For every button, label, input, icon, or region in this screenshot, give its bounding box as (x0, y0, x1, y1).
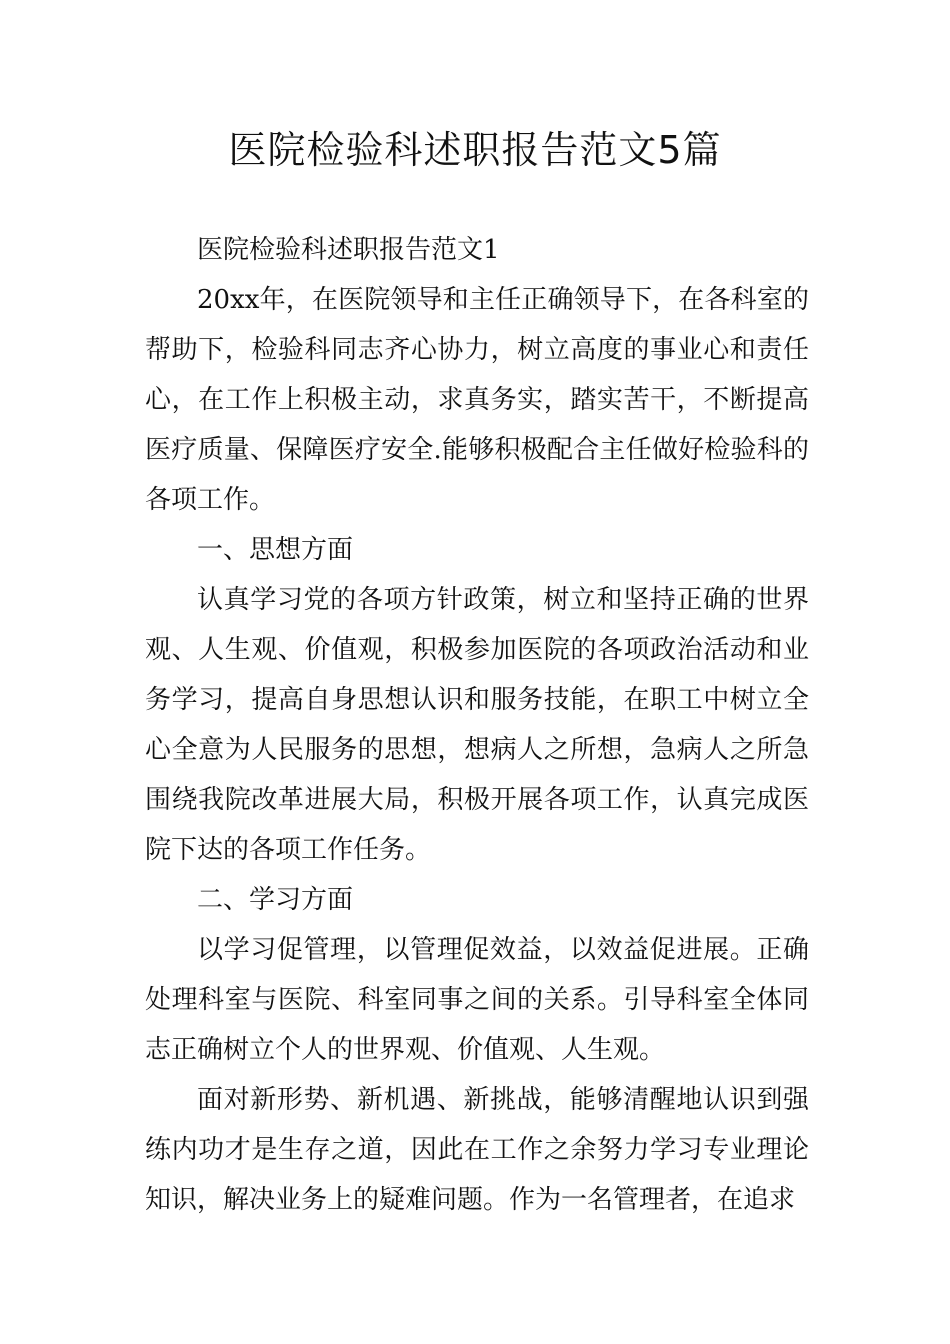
document-title: 医院检验科述职报告范文5篇 (228, 128, 722, 172)
section-heading: 医院检验科述职报告范文1 (197, 235, 500, 265)
document-body (145, 225, 809, 1225)
section-heading: 二、学习方面 (197, 885, 354, 915)
paragraph: 面对新形势、新机遇、新挑战，能够清醒地认识到强练内功才是生存之道，因此在工作之余努力学习专业理论知识，解决业务上的疑难问题。作为一名管理者，在追求 (145, 1085, 809, 1215)
paragraph: 20xx年，在医院领导和主任正确领导下，在各科室的帮助下，检验科同志齐心协力，树立高度的事业心和责任心，在工作上积极主动，求真务实，踏实苦干，不断提高医疗质量、保障医疗安全.能够积极配合主任做好检验科的各项工作。 (145, 285, 809, 515)
paragraph: 以学习促管理，以管理促效益，以效益促进展。正确处理科室与医院、科室同事之间的关系。引导科室全体同志正确树立个人的世界观、价值观、人生观。 (145, 935, 809, 1065)
section-heading: 一、思想方面 (197, 535, 354, 565)
paragraph: 认真学习党的各项方针政策，树立和坚持正确的世界观、人生观、价值观，积极参加医院的各项政治活动和业务学习，提高自身思想认识和服务技能，在职工中树立全心全意为人民服务的思想，想病人之所想，急病人之所急围绕我院改革进展大局，积极开展各项工作，认真完成医院下达的各项工作任务。 (145, 585, 809, 865)
